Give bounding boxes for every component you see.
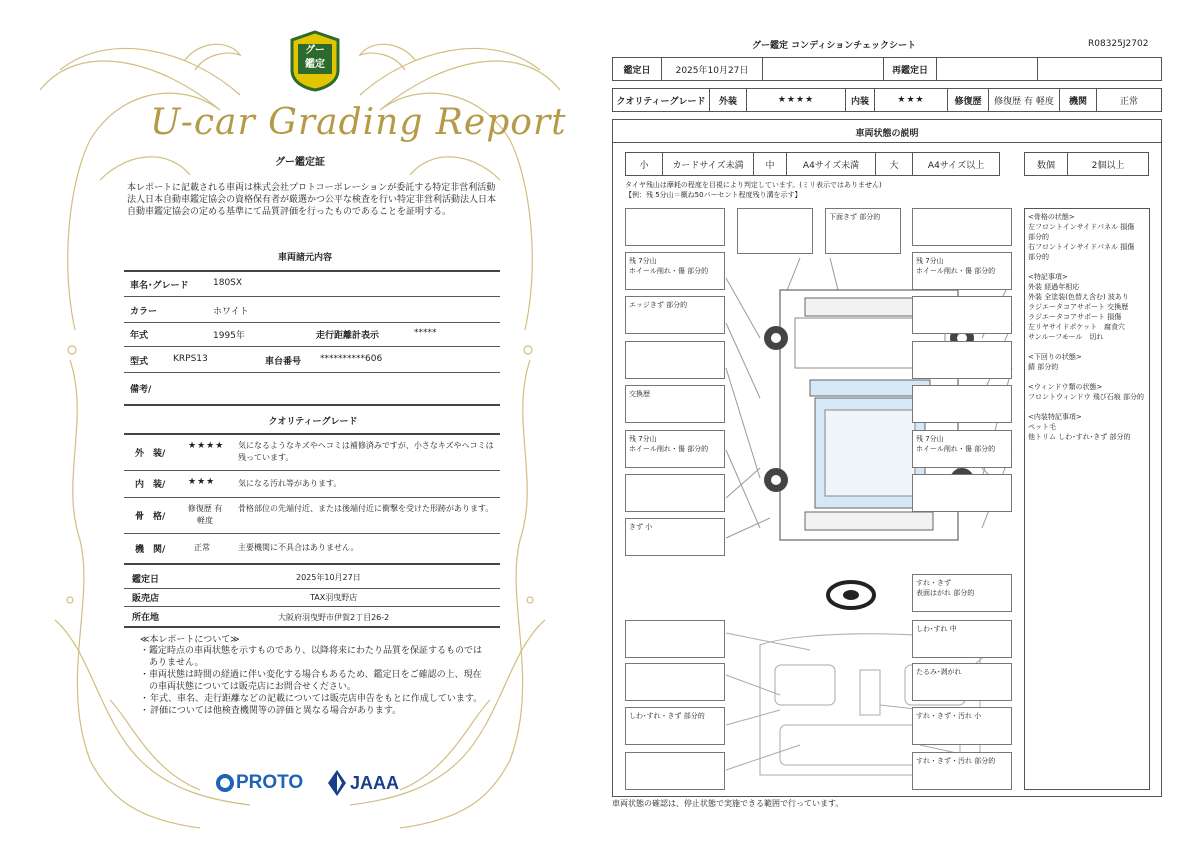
- chassis-label: 車台番号: [265, 357, 302, 367]
- engine-label: 機 関/: [135, 545, 166, 555]
- steering-wheel-icon: [826, 578, 876, 612]
- damage-box-edge: [625, 296, 725, 334]
- rr-tire-label: 残 7分山 ホイール削れ・傷 部分的: [916, 435, 996, 453]
- redate-blank: [1037, 57, 1162, 81]
- frame-value: 修復歴 有 軽度: [187, 504, 223, 525]
- interior-label: 内 装/: [135, 480, 166, 490]
- interior-box-l2: [625, 663, 725, 701]
- interior-box-stain-small: [912, 707, 1012, 745]
- interior-stars: ★★★: [188, 477, 216, 487]
- name-value: 180SX: [213, 278, 243, 288]
- interior-box-left-seat: [625, 707, 725, 745]
- size-small: 小: [625, 152, 663, 176]
- date-label: 鑑定日: [612, 57, 662, 81]
- redate-label: 再鑑定日: [883, 57, 937, 81]
- sheet-id: R08325J2702: [1088, 39, 1149, 49]
- wrinkle-label: しわ･すれ 中: [916, 625, 957, 633]
- left-seat-label: しわ･すれ・きず 部分的: [629, 712, 705, 720]
- remarks-label: 備考/: [130, 385, 152, 395]
- damage-box-r6: [912, 474, 1012, 512]
- lf-tire-label: 残 7分山 ホイール削れ・傷 部分的: [629, 257, 709, 275]
- frame-text: 骨格部位の先端付近、または後端付近に衝撃を受けた形跡があります。: [238, 504, 494, 513]
- size-large: 大: [875, 152, 913, 176]
- year-label: 年式: [130, 331, 149, 341]
- exterior-stars: ★★★★: [188, 441, 225, 451]
- size-large-desc: A4サイズ以上: [912, 152, 1000, 176]
- redate-value: [936, 57, 1038, 81]
- exterior-label: 外 装/: [135, 449, 166, 459]
- note-item: ・ 車両状態は時間の経過に伴い変化する場合もあるため、鑑定日をご確認の上、現在の車両状態については販売店にお問合せください。: [140, 670, 482, 692]
- interior-box-wrinkle: [912, 620, 1012, 658]
- notes-text: <骨格の状態> 左フロントインサイドパネル 損傷 部分的 右フロントインサイドパネル 損傷 部分的 <特記事項> 外装 経過年相応 外装 全塗装(色替え含む) 波あり ラジエータコアサポート 交換歴 ラジエータコアサポート 損傷 左リヤサイドポケット 腐食穴 サンルーフモール 切れ <下回りの状態> 錆 部分的 <ウィンドウ類の状態> フロントウィンドウ 飛び石痕 部分的 <内装特記事項> ペット毛 他トリム しわ･すれ･きず 部分的: [1028, 213, 1145, 441]
- exterior-text: 気になるようなキズやヘコミは補修済みですが、小さなキズやヘコミは残っています。: [238, 441, 494, 462]
- interior-box-sag: [912, 663, 1012, 701]
- lr-tire-label: 残 7分山 ホイール削れ・傷 部分的: [629, 435, 709, 453]
- color-value: ホワイト: [213, 307, 249, 317]
- report-title: U-car Grading Report: [150, 102, 567, 143]
- steering-label: すれ・きず 表面はがれ 部分的: [916, 579, 975, 597]
- footer-note: 車両状態の確認は、停止状態で実施できる範囲で行っています。: [612, 799, 844, 808]
- quality-title: クオリティーグレード: [268, 417, 358, 427]
- damage-box-fl-top: [625, 208, 725, 246]
- damage-box-fr-top: [912, 208, 1012, 246]
- frame-label: 骨 格/: [135, 512, 166, 522]
- note-item: ・ 年式、車名、走行距離などの記載については販売店申告をもとに作成しています。: [140, 694, 483, 704]
- ext-stars: ★★★★: [746, 88, 846, 112]
- certificate-title: グー鑑定証: [275, 157, 325, 168]
- note-item: ・ 評価については他検査機関等の評価と異なる場合があります。: [140, 706, 402, 716]
- note-item: ・ 鑑定時点の車両状態を示すものであり、以降将来にわたり品質を保証するものではありません。: [140, 646, 483, 668]
- model-label: 型式: [130, 357, 149, 367]
- damage-box-exchange: [625, 385, 725, 423]
- notes-column: [1024, 208, 1150, 790]
- damage-box-r2: [912, 296, 1012, 334]
- date-blank: [762, 57, 884, 81]
- name-label: 車名･グレード: [130, 281, 189, 291]
- mileage-label: 走行距離計表示: [316, 331, 380, 341]
- stain-small-label: すれ・きず・汚れ 小: [916, 712, 982, 720]
- badge-text: グー 鑑定: [305, 45, 325, 70]
- interior-text: 気になる汚れ等があります。: [238, 479, 342, 488]
- model-value: KRPS13: [173, 354, 208, 364]
- damage-box-lf-tire: [625, 252, 725, 290]
- size-mid-desc: A4サイズ未満: [786, 152, 876, 176]
- year-value: 1995年: [213, 331, 245, 341]
- damage-box-l3: [625, 341, 725, 379]
- int-label: 内装: [845, 88, 875, 112]
- interior-box-l1: [625, 620, 725, 658]
- size-mid: 中: [753, 152, 787, 176]
- damage-box-r3: [912, 341, 1012, 379]
- mileage-value: *****: [414, 328, 437, 338]
- engine-label: 機関: [1059, 88, 1097, 112]
- notes-list: [140, 645, 488, 717]
- condition-check-sheet: [600, 0, 1200, 848]
- tire-note-2: 【例：残 5分山＝概ね50パーセント程度残り溝を示す】: [625, 191, 802, 199]
- ext-label: 外装: [709, 88, 747, 112]
- sag-label: たるみ･剥がれ: [916, 668, 962, 676]
- damage-box-front-center: [737, 208, 813, 254]
- shop-label: 販売店: [132, 594, 160, 604]
- int-stars: ★★★: [874, 88, 948, 112]
- count-label: 数個: [1024, 152, 1068, 176]
- small-scratch-label: きず 小: [629, 523, 653, 531]
- interior-box-stain-part: [912, 752, 1012, 790]
- stain-part-label: すれ・きず・汚れ 部分的: [916, 757, 996, 765]
- interior-box-l4: [625, 752, 725, 790]
- date-label: 鑑定日: [132, 575, 160, 585]
- spec-title: 車両諸元内容: [277, 253, 332, 263]
- jaaa-logo: JAAA: [328, 770, 399, 796]
- repair-label: 修復歴: [947, 88, 989, 112]
- condition-title: 車両状態の説明: [855, 129, 919, 139]
- repair-value: 修復歴 有 軽度: [988, 88, 1060, 112]
- proto-logo: PROTO: [216, 772, 303, 794]
- sheet-title: グー鑑定 コンディションチェックシート: [752, 41, 916, 51]
- bottom-damage-label: 下面きず 部分的: [829, 213, 881, 221]
- count-value: 2個以上: [1067, 152, 1149, 176]
- chassis-value: **********606: [320, 354, 383, 364]
- qg-label: クオリティーグレード: [612, 88, 710, 112]
- damage-box-rr-tire: [912, 430, 1012, 468]
- tire-note-1: タイヤ残山は摩耗の程度を目視により判定しています。(ミリ表示ではありません): [625, 181, 882, 189]
- damage-box-small-scratch: [625, 518, 725, 556]
- engine-text: 主要機関に不具合はありません。: [238, 543, 359, 552]
- notes-title: ≪本レポートについて≫: [140, 635, 240, 645]
- damage-box-r4: [912, 385, 1012, 423]
- damage-box-steering: [912, 574, 1012, 612]
- goo-badge-icon: [288, 30, 342, 92]
- damage-box-lr-tire: [625, 430, 725, 468]
- edge-damage-label: エッジきず 部分的: [629, 301, 688, 309]
- exchange-label: 交換歴: [629, 390, 650, 398]
- damage-box-rf-tire: [912, 252, 1012, 290]
- size-small-desc: カードサイズ未満: [662, 152, 754, 176]
- damage-box-bottom: [825, 208, 901, 254]
- date-value: 2025年10月27日: [661, 57, 763, 81]
- engine-value: 正常: [194, 543, 210, 552]
- shop-value: TAX羽曳野店: [310, 593, 358, 602]
- engine-value: 正常: [1096, 88, 1162, 112]
- damage-box-l6: [625, 474, 725, 512]
- proto-logo-icon: [216, 774, 234, 792]
- address-label: 所在地: [132, 613, 160, 623]
- rf-tire-label: 残 7分山 ホイール削れ・傷 部分的: [916, 257, 996, 275]
- color-label: カラー: [130, 307, 158, 317]
- jaaa-logo-icon: [328, 770, 346, 796]
- intro-text: 本レポートに記載される車両は株式会社プロトコーポレーションが委託する特定非営利活動法人日本自動車鑑定協会の資格保有者が厳選かつ公平な検査を行い特定非営利活動法人日本自動車鑑定協会の定める基準にて品質評価を行ったものであることを証明する。: [127, 183, 497, 217]
- date-value: 2025年10月27日: [296, 573, 361, 582]
- address-value: 大阪府羽曳野市伊賀2丁目26-2: [278, 613, 390, 622]
